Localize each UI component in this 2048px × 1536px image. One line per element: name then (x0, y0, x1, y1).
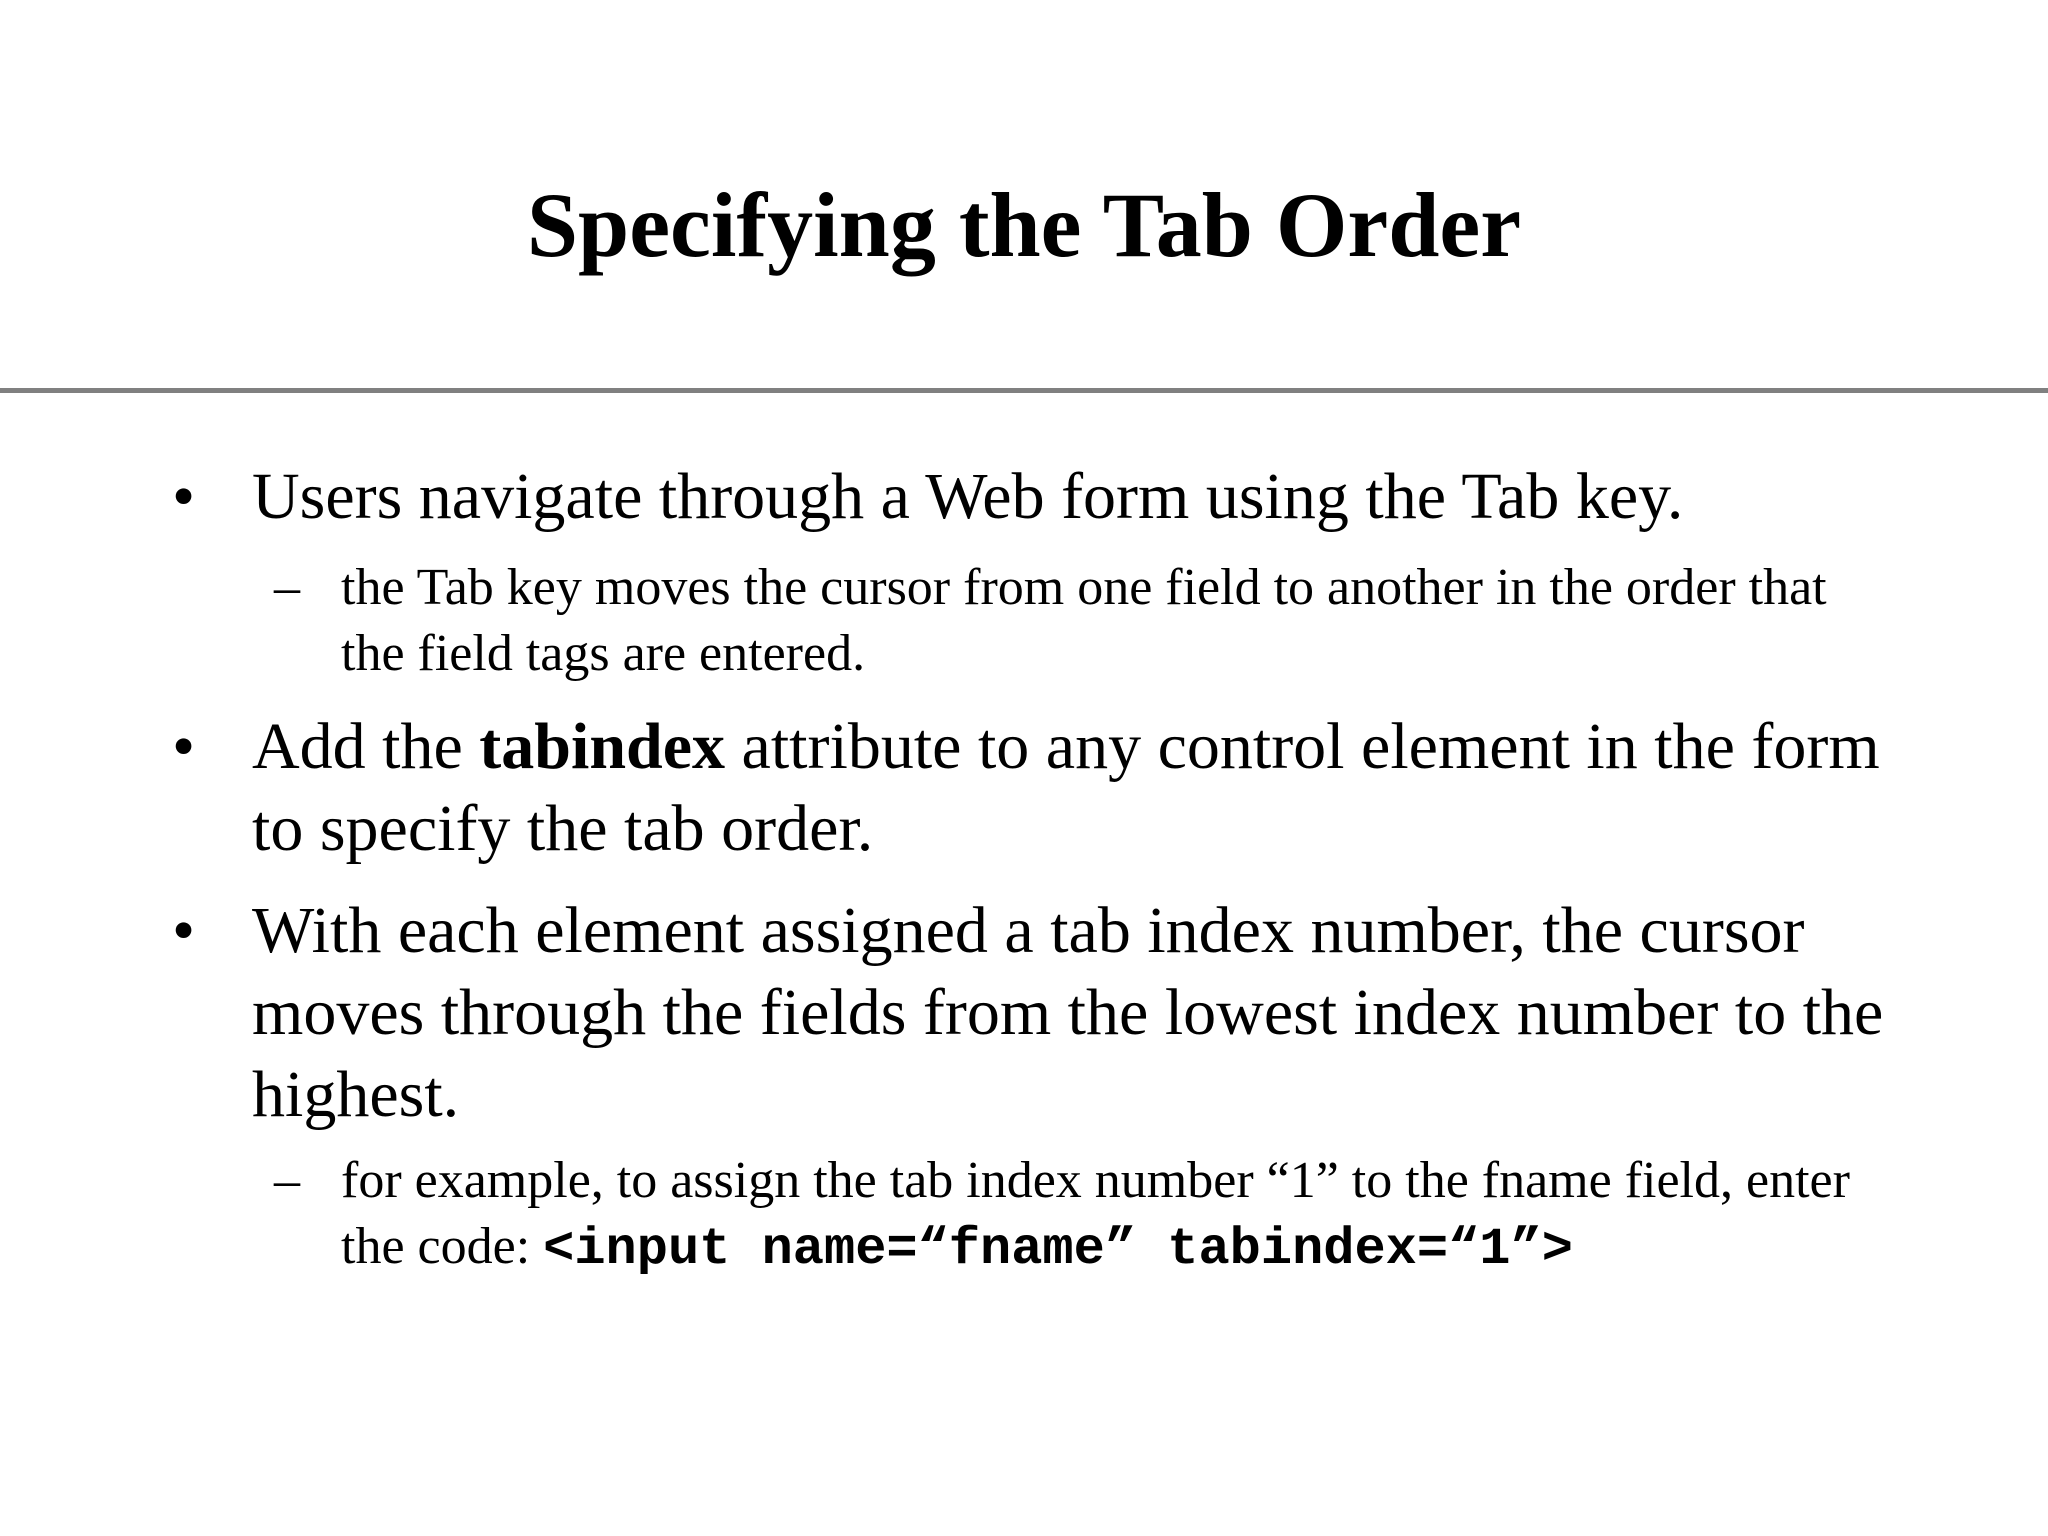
bullet-icon: • (172, 710, 196, 783)
bullet-text: Users navigate through a Web form using the Tab key. (252, 460, 1684, 533)
code-sample: <input name=“fname” tabindex=“1”> (543, 1220, 1573, 1279)
bullet-text: With each element assigned a tab index number, the cursor moves through the fields from the lowest index number to the highest. (252, 894, 1884, 1131)
title-divider (0, 388, 2048, 393)
sub-bullet-text: for example, to assign the tab index number “1” to the fname field, enter the code: (341, 1152, 1850, 1275)
bullet-item-1 (172, 456, 1892, 538)
bullet-text-after: attribute to any control element in the form to specify the tab order. (252, 710, 1880, 865)
bullet-icon: • (172, 460, 196, 533)
bullet-text-before: Add the (252, 710, 480, 783)
sub-bullet-item-2 (274, 1148, 1901, 1283)
bullet-text-bold: tabindex (479, 710, 726, 783)
sub-bullet-text: the Tab key moves the cursor from one field to another in the order that the field tags are entered. (341, 559, 1827, 682)
bullet-icon: • (172, 894, 196, 967)
slide-title: Specifying the Tab Order (526, 174, 1522, 276)
bullet-item-3 (172, 890, 1892, 1136)
bullet-item-2 (172, 706, 1892, 870)
sub-bullet-item-1 (274, 555, 1901, 687)
dash-icon: – (274, 1152, 300, 1209)
dash-icon: – (274, 559, 300, 616)
